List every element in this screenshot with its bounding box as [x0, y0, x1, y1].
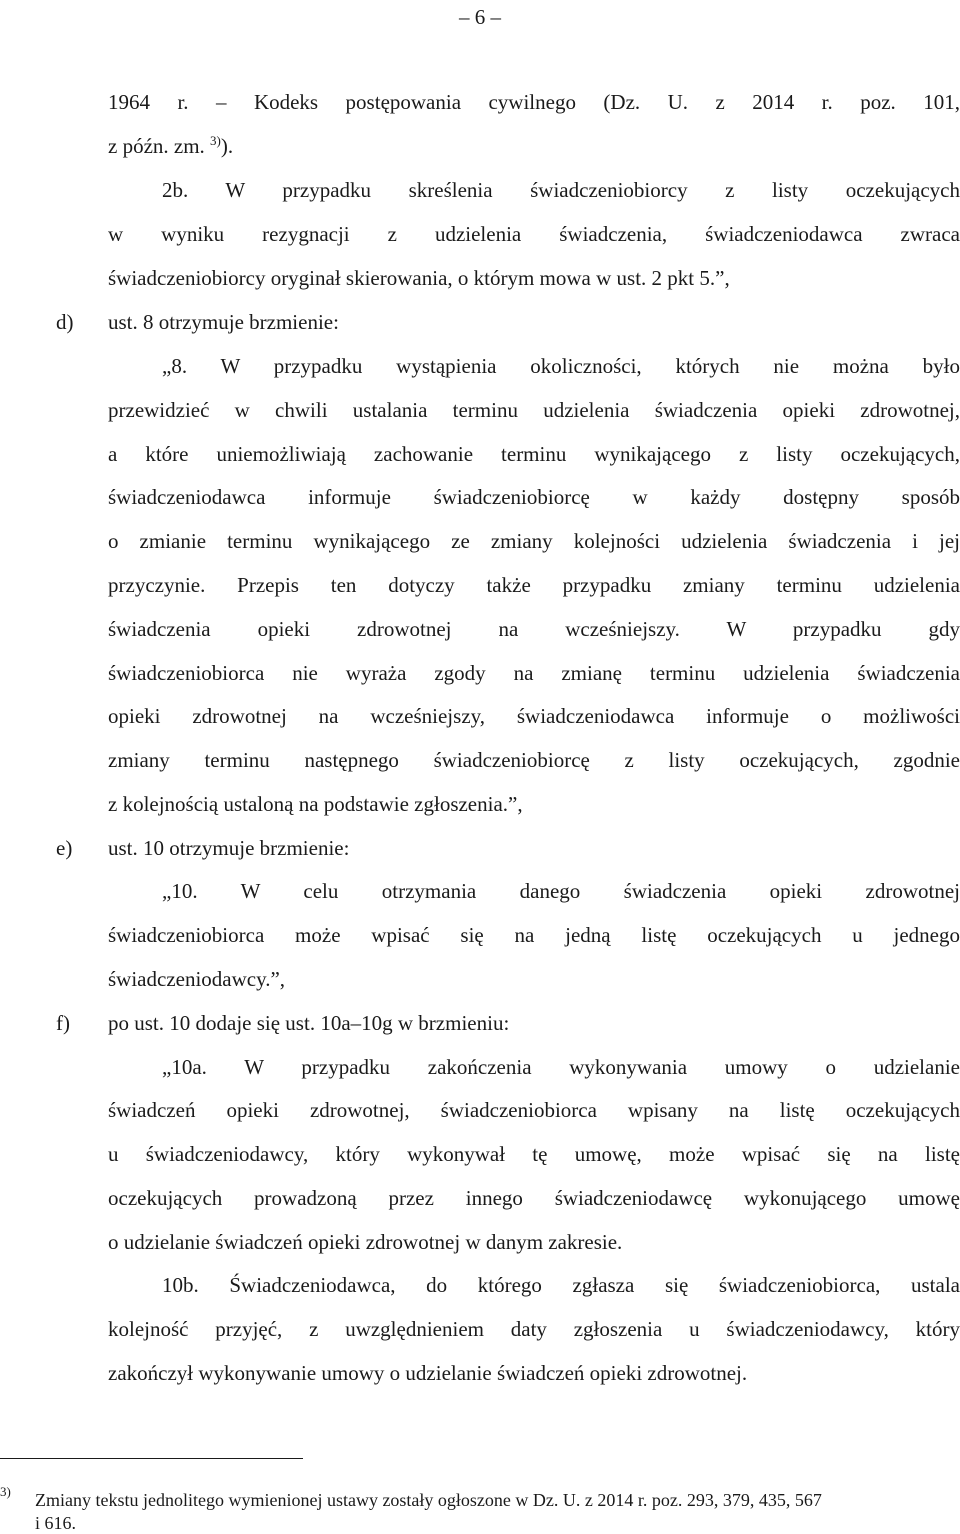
footnote-line-2: i 616. [35, 1513, 77, 1533]
para-10b-line-2: kolejność przyjęć, z uwzględnieniem daty zgłoszenia u świadczeniodawcy, który [108, 1317, 960, 1341]
para-2b-line-3: świadczeniobiorcy oryginał skierowania, o którym mowa w ust. 2 pkt 5.”, [108, 266, 730, 290]
footnote-separator [0, 1458, 303, 1459]
para-10a-line-1: „10a. W przypadku zakończenia wykonywania umowy o udzielanie [162, 1055, 960, 1079]
para-8-line-5: o zmianie terminu wynikającego ze zmiany kolejności udzielenia świadczenia i jej [108, 529, 960, 553]
para-8-line-3: a które uniemożliwiają zachowanie terminu wynikającego z listy oczekujących, [108, 442, 960, 466]
para-8-line-6: przyczynie. Przepis ten dotyczy także przypadku zmiany terminu udzielenia [108, 573, 960, 597]
item-d-text: ust. 8 otrzymuje brzmienie: [108, 310, 339, 334]
para-10-line-1: „10. W celu otrzymania danego świadczenia opieki zdrowotnej [162, 879, 960, 903]
item-f-text: po ust. 10 dodaje się ust. 10a–10g w brzmieniu: [108, 1011, 510, 1035]
para-8-line-4: świadczeniodawca informuje świadczeniobiorcę w każdy dostępny sposób [108, 485, 960, 509]
para-2b-line-1: 2b. W przypadku skreślenia świadczeniobiorcy z listy oczekujących [162, 178, 960, 202]
page-number: – 6 – [459, 5, 501, 29]
footnote-line-1: Zmiany tekstu jednolitego wymienionej ustawy zostały ogłoszone w Dz. U. z 2014 r. poz. 293, 379, 435, 567 [35, 1490, 822, 1510]
item-e-label: e) [56, 836, 73, 860]
para-10-line-2: świadczeniobiorca może wpisać się na jedną listę oczekujących u jednego [108, 923, 960, 947]
para-10a-line-2: świadczeń opieki zdrowotnej, świadczeniobiorca wpisany na listę oczekujących [108, 1098, 960, 1122]
para-10a-line-5: o udzielanie świadczeń opieki zdrowotnej w danym zakresie. [108, 1230, 623, 1254]
para-10a-line-3: u świadczeniodawcy, który wykonywał tę umowę, może wpisać się na listę [108, 1142, 960, 1166]
para-8-line-1: „8. W przypadku wystąpienia okoliczności, których nie można było [162, 354, 960, 378]
body-line-2-text: z późn. zm. [108, 134, 205, 158]
para-8-line-8: świadczeniobiorca nie wyraża zgody na zmianę terminu udzielenia świadczenia [108, 661, 960, 685]
para-10b-line-3: zakończył wykonywanie umowy o udzielanie świadczeń opieki zdrowotnej. [108, 1361, 748, 1385]
footnote-reference[interactable]: 3) [210, 133, 221, 148]
para-8-line-9: opieki zdrowotnej na wcześniejszy, świadczeniodawca informuje o możliwości [108, 704, 960, 728]
body-line-1: 1964 r. – Kodeks postępowania cywilnego (Dz. U. z 2014 r. poz. 101, [108, 90, 960, 114]
footnote-mark: 3) [0, 1484, 11, 1499]
body-line-2-end: ). [220, 134, 234, 158]
item-f-label: f) [56, 1011, 70, 1035]
para-8-line-10: zmiany terminu następnego świadczeniobiorcę z listy oczekujących, zgodnie [108, 748, 960, 772]
item-d-label: d) [56, 310, 74, 334]
para-10-line-3: świadczeniodawcy.”, [108, 967, 286, 991]
para-8-line-7: świadczenia opieki zdrowotnej na wcześniejszy. W przypadku gdy [108, 617, 960, 641]
body-line-2 [108, 133, 233, 159]
para-8-line-2: przewidzieć w chwili ustalania terminu udzielenia świadczenia opieki zdrowotnej, [108, 398, 960, 422]
item-e-text: ust. 10 otrzymuje brzmienie: [108, 836, 350, 860]
para-2b-line-2: w wyniku rezygnacji z udzielenia świadczenia, świadczeniodawca zwraca [108, 222, 960, 246]
para-10a-line-4: oczekujących prowadzoną przez innego świadczeniodawcę wykonującego umowę [108, 1186, 960, 1210]
para-10b-line-1: 10b. Świadczeniodawca, do którego zgłasza się świadczeniobiorca, ustala [162, 1273, 960, 1297]
para-8-line-11: z kolejnością ustaloną na podstawie zgłoszenia.”, [108, 792, 523, 816]
